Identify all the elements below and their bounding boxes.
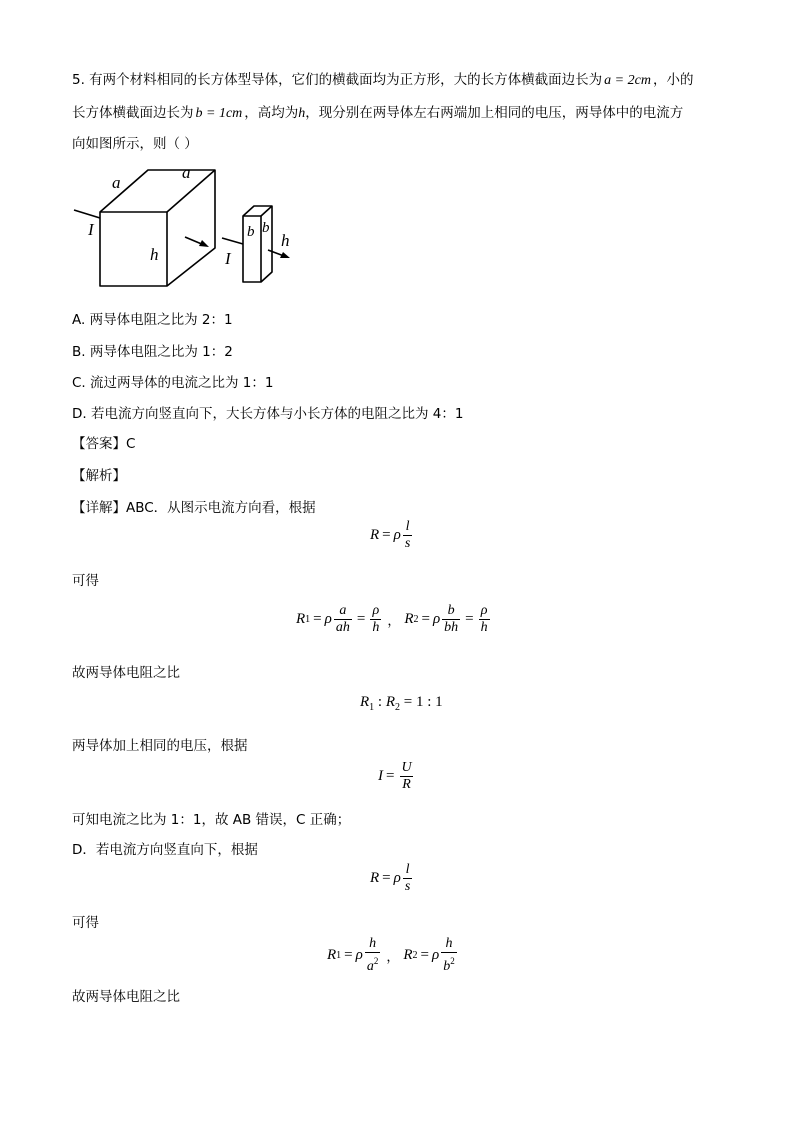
small-side-label-2: b <box>262 220 270 236</box>
question-text: 长方体横截面边长为 <box>72 105 194 121</box>
option-c: C. 流过两导体的电流之比为 1：1 <box>72 375 274 391</box>
formula-symbol: ρ <box>324 611 332 627</box>
fraction-numerator: b <box>447 603 455 618</box>
formula-symbol: R <box>403 947 413 963</box>
question-text: 5. 有两个材料相同的长方体型导体，它们的横截面均为正方形，大的长方体横截面边长为 <box>72 72 603 88</box>
conclusion-line: 可知电流之比为 1：1，故 AB 错误，C 正确； <box>72 812 351 828</box>
formula-separator: ， <box>386 950 400 965</box>
formula-ratio-1 <box>360 694 443 713</box>
formula-superscript: 2 <box>373 956 379 966</box>
question-line-2 <box>72 101 683 122</box>
fraction-denominator: ah <box>335 620 350 635</box>
small-current-label: I <box>225 249 231 268</box>
fraction-denominator: b <box>443 959 451 974</box>
formula-symbol: ρ <box>432 611 441 627</box>
fraction-numerator: h <box>369 936 377 951</box>
answer-label: 【答案】 <box>72 436 126 452</box>
small-height-label: h <box>281 231 290 250</box>
formula-symbol: R <box>385 694 396 710</box>
formula-resistance-2: R = ρ $\frac{l}{s}$ <box>370 862 411 894</box>
math-a-value: a = 2cm <box>604 73 651 88</box>
small-cuboid-edge <box>261 206 272 216</box>
formula-symbol: : <box>374 694 386 710</box>
big-top-left-label: a <box>112 173 121 192</box>
option-b: B. 两导体电阻之比为 1：2 <box>72 344 233 360</box>
formula-symbol: ρ <box>432 947 440 963</box>
formula-symbol: R <box>360 694 370 710</box>
formula-symbol: I <box>378 768 383 784</box>
big-current-arrowhead <box>199 240 209 247</box>
big-current-wire <box>74 210 100 218</box>
question-text: ，现分别在两导体左右两端加上相同的电压，两导体中的电流方 <box>305 105 684 121</box>
formula-symbol: ρ <box>393 870 401 886</box>
formula-subscript: 1 <box>336 950 342 961</box>
fraction-numerator: U <box>401 760 412 775</box>
formula-symbol: R <box>404 611 414 627</box>
question-line-1 <box>72 68 693 89</box>
formula-symbol: R <box>296 611 306 627</box>
kede-2: 可得 <box>72 915 99 931</box>
big-height-label: h <box>150 245 159 264</box>
answer-line <box>72 432 135 452</box>
small-current-arrowhead <box>280 252 290 258</box>
fraction-numerator: l <box>405 862 410 877</box>
analysis-label: 【解析】 <box>72 468 126 484</box>
formula-ohm: I = $\frac{U}{R}$ <box>378 760 412 792</box>
math-h: h <box>298 106 306 121</box>
fraction-denominator: R <box>402 777 411 792</box>
small-current-wire <box>222 238 243 244</box>
detail-intro: 【详解】ABC．从图示电流方向看，根据 <box>72 500 316 516</box>
formula-subscript: 1 <box>305 614 311 625</box>
formula-symbol: ρ <box>355 947 363 963</box>
fraction-numerator: a <box>339 603 347 618</box>
formula-symbol: R <box>370 870 380 886</box>
fraction-numerator: ρ <box>372 603 380 618</box>
question-text: ，高均为 <box>244 105 299 121</box>
small-side-label-1: b <box>247 224 255 240</box>
formula-symbol: R <box>327 947 337 963</box>
formula-subscript: 2 <box>395 702 401 713</box>
formula-symbol: = <box>382 527 391 543</box>
formula-symbol: ρ <box>393 527 401 543</box>
fraction-denominator: s <box>404 879 411 894</box>
formula-subscript: 2 <box>412 950 418 961</box>
question-line-3: 向如图所示，则（ ） <box>72 136 198 152</box>
question-text: ，小的 <box>652 72 694 88</box>
fraction-numerator: h <box>445 936 453 951</box>
big-top-right-label: a <box>182 163 191 182</box>
fraction-denominator: a <box>366 959 374 974</box>
formula-subscript: 1 <box>369 702 375 713</box>
option-a: A. 两导体电阻之比为 2：1 <box>72 312 233 328</box>
d-intro: D．若电流方向竖直向下，根据 <box>72 842 258 858</box>
big-cuboid-edge <box>167 170 215 212</box>
formula-symbol: R <box>370 527 380 543</box>
kede-1: 可得 <box>72 573 99 589</box>
conductor-figure <box>70 160 310 290</box>
formula-superscript: 2 <box>450 956 455 966</box>
big-current-label: I <box>88 220 94 239</box>
voltage-intro: 两导体加上相同的电压，根据 <box>72 738 248 754</box>
formula-subscript: 2 <box>413 614 419 625</box>
fraction-denominator: h <box>372 620 380 635</box>
fraction-denominator: bh <box>444 620 459 635</box>
fraction-denominator: s <box>404 536 411 551</box>
math-b-value: b = 1cm <box>195 106 243 121</box>
fraction-numerator: l <box>405 519 410 534</box>
answer-value: C <box>126 436 136 452</box>
ratio-intro-1: 故两导体电阻之比 <box>72 665 180 681</box>
option-d: D. 若电流方向竖直向下，大长方体与小长方体的电阻之比为 4：1 <box>72 406 464 422</box>
formula-symbol: = 1 : 1 <box>403 694 443 710</box>
formula-separator: ， <box>387 614 401 629</box>
fraction-numerator: ρ <box>480 603 488 618</box>
ratio-intro-2: 故两导体电阻之比 <box>72 989 180 1005</box>
formula-r1-r2-horizontal: R 1 = ρ $\frac{a}{ah}$ = $\frac{\rho}{h}$ ， R 2 = ρ $\frac{b}{bh}$ = $\frac{\rho}{h}$ <box>296 603 488 635</box>
small-cuboid-outline <box>243 206 272 282</box>
fraction-denominator: h <box>480 620 488 635</box>
formula-resistance-1 <box>370 519 414 552</box>
formula-r1-r2-vertical: R 1 = ρ $\frac{h}{a^2}$ ， R 2 = ρ $\frac{h}{b^2}$ <box>327 936 455 974</box>
